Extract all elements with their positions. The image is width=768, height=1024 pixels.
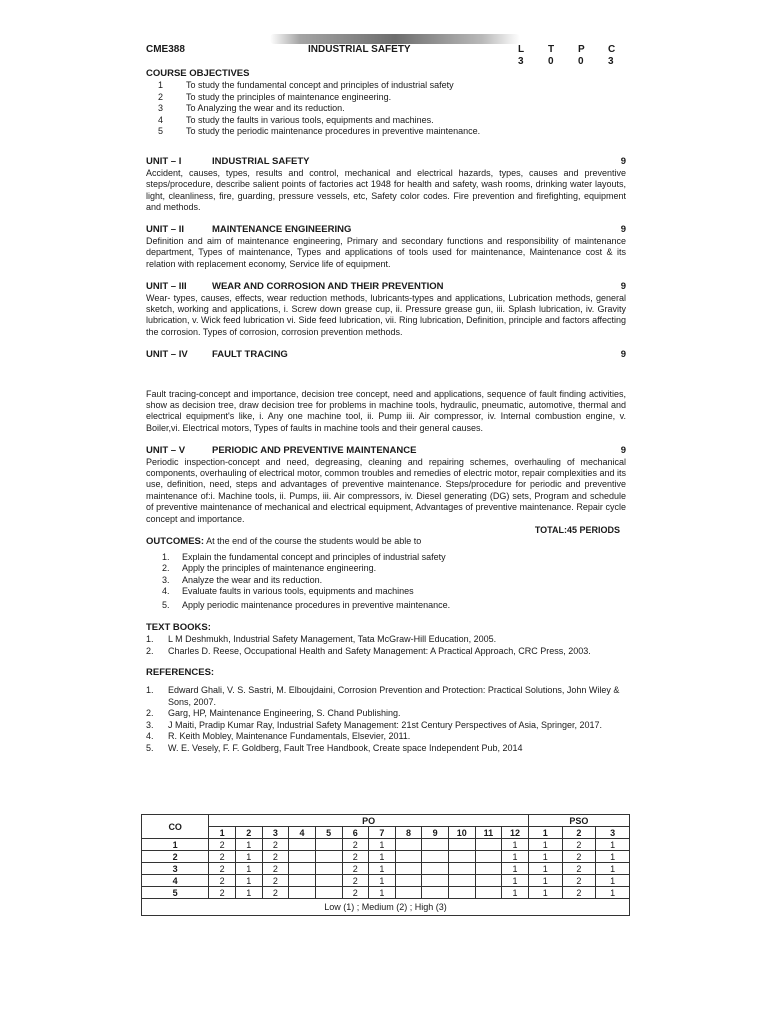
po-mapping-cell: 2 (262, 839, 289, 851)
list-item: 3. Analyze the wear and its reduction. (162, 574, 323, 585)
ltpc-value: 3 (608, 56, 614, 67)
pso-mapping-cell: 1 (596, 851, 630, 863)
scan-smudge (270, 34, 520, 44)
po-mapping-cell: 2 (262, 887, 289, 899)
po-mapping-cell: 2 (342, 887, 369, 899)
list-item: 3. J Maiti, Pradip Kumar Ray, Industrial Safety Management: 21st Century Perspectives of Asia, Springer, 2017. (146, 719, 603, 730)
po-mapping-cell: 2 (342, 851, 369, 863)
pso-column-number: 1 (528, 827, 562, 839)
po-mapping-cell (395, 863, 422, 875)
po-column-number: 8 (395, 827, 422, 839)
references-heading: REFERENCES: (146, 667, 215, 679)
po-mapping-cell: 1 (502, 887, 529, 899)
ltpc-label: C (608, 44, 616, 55)
list-item: 4. Evaluate faults in various tools, equipments and machines (162, 586, 414, 597)
po-mapping-cell: 2 (262, 851, 289, 863)
list-item: 2 To study the principles of maintenance engineering. (158, 91, 392, 102)
list-item: 1. L M Deshmukh, Industrial Safety Management, Tata McGraw-Hill Education, 2005. (146, 634, 497, 645)
po-mapping-cell: 1 (502, 863, 529, 875)
po-mapping-cell: 1 (502, 851, 529, 863)
co-header: CO (142, 815, 209, 839)
po-mapping-cell: 2 (262, 875, 289, 887)
po-mapping-cell (315, 851, 342, 863)
list-item: 4 To study the faults in various tools, equipments and machines. (158, 114, 434, 125)
po-mapping-cell: 2 (342, 839, 369, 851)
ltpc-label: P (578, 44, 585, 55)
po-column-number: 10 (449, 827, 476, 839)
unit-section (146, 156, 626, 213)
co-number-cell: 3 (142, 863, 209, 875)
po-mapping-cell (315, 887, 342, 899)
po-column-number: 1 (209, 827, 236, 839)
po-mapping-cell (475, 875, 502, 887)
table-row (142, 875, 630, 887)
course-code: CME388 (146, 44, 185, 55)
po-mapping-cell (449, 863, 476, 875)
po-column-number: 7 (369, 827, 396, 839)
po-column-number: 5 (315, 827, 342, 839)
textbooks-list (146, 634, 626, 657)
po-header: PO (209, 815, 529, 827)
po-mapping-cell (422, 863, 449, 875)
po-mapping-cell (395, 875, 422, 887)
po-mapping-cell (315, 863, 342, 875)
po-mapping-cell (289, 839, 316, 851)
pso-mapping-cell: 1 (528, 887, 562, 899)
list-item: 1. Edward Ghali, V. S. Sastri, M. Elboujdaini, Corrosion Prevention and Protection: Practical Solutions, John Wiley & Sons, 2007. (146, 685, 620, 707)
unit-content: Fault tracing-concept and importance, decision tree concept, need and applications, sequence of fault finding activities, show as decision tree, draw decision tree for problems in machine tools, hydraulic, pneumatic, automotive, thermal and electrical equipment's like, i. Any one machine tool, ii. Pump iii. Air compressor, iv. Internal combustion engine, v. Boiler,vi. Electrical motors, Types of faults in machine tools and their general causes. (146, 388, 626, 433)
list-item: 2. Apply the principles of maintenance engineering. (162, 563, 377, 574)
column-number-row (142, 827, 630, 839)
po-mapping-cell (315, 839, 342, 851)
po-mapping-cell: 2 (209, 863, 236, 875)
references-section (146, 667, 626, 754)
pso-mapping-cell: 1 (596, 887, 630, 899)
total-periods: TOTAL:45 PERIODS (534, 525, 620, 535)
pso-mapping-cell: 2 (562, 863, 596, 875)
po-mapping-cell: 1 (236, 839, 263, 851)
po-mapping-cell (422, 887, 449, 899)
unit-section (146, 349, 626, 434)
po-column-number: 3 (262, 827, 289, 839)
ltpc-value: 0 (548, 56, 554, 67)
po-mapping-cell: 1 (236, 851, 263, 863)
po-mapping-cell (395, 887, 422, 899)
pso-mapping-cell: 2 (562, 851, 596, 863)
pso-mapping-cell: 1 (528, 875, 562, 887)
outcomes-intro: At the end of the course the students would be able to (204, 536, 422, 547)
po-mapping-cell (475, 887, 502, 899)
unit-heading: UNIT – II MAINTENANCE ENGINEERING 9 (146, 224, 626, 236)
outcomes-section (146, 536, 626, 611)
ltpc-label: T (548, 44, 555, 55)
po-mapping-cell: 2 (209, 887, 236, 899)
ltpc-value: 0 (578, 56, 584, 67)
references-list (146, 685, 626, 753)
po-mapping-cell: 1 (236, 863, 263, 875)
po-mapping-cell: 2 (209, 851, 236, 863)
po-column-number: 11 (475, 827, 502, 839)
list-item: 5 To study the periodic maintenance procedures in preventive maintenance. (158, 126, 481, 137)
pso-mapping-cell: 1 (528, 839, 562, 851)
unit-heading: UNIT – IV FAULT TRACING 9 (146, 349, 626, 361)
pso-column-number: 3 (596, 827, 630, 839)
po-mapping-cell: 2 (342, 863, 369, 875)
co-po-mapping-table (141, 814, 630, 916)
po-mapping-cell: 1 (369, 875, 396, 887)
po-mapping-cell (422, 875, 449, 887)
po-mapping-cell: 2 (262, 863, 289, 875)
list-item: 3 To Analyzing the wear and its reduction. (158, 103, 345, 114)
po-mapping-cell: 1 (236, 875, 263, 887)
po-mapping-cell (289, 887, 316, 899)
list-item: 2. Garg, HP, Maintenance Engineering, S. Chand Publishing. (146, 708, 401, 719)
course-title: INDUSTRIAL SAFETY (308, 44, 411, 55)
objectives-list (146, 80, 626, 137)
po-mapping-cell (315, 875, 342, 887)
list-item: 5. W. E. Vesely, F. F. Goldberg, Fault Tree Handbook, Create space Independent Pub, 2014 (146, 742, 523, 753)
po-mapping-cell (422, 851, 449, 863)
strength-legend: Low (1) ; Medium (2) ; High (3) (142, 899, 630, 916)
po-mapping-cell: 2 (209, 875, 236, 887)
course-header (146, 44, 626, 70)
list-item: 1 To study the fundamental concept and principles of industrial safety (158, 80, 454, 91)
pso-column-number: 2 (562, 827, 596, 839)
pso-mapping-cell: 1 (596, 863, 630, 875)
po-mapping-cell (449, 851, 476, 863)
po-mapping-cell (395, 839, 422, 851)
po-mapping-cell: 1 (369, 851, 396, 863)
textbooks-heading: TEXT BOOKS: (146, 621, 211, 633)
pso-mapping-cell: 2 (562, 875, 596, 887)
textbooks-section (146, 622, 626, 657)
unit-content: Wear- types, causes, effects, wear reduction methods, lubricants-types and applications, Lubrication methods, general sketch, working and applications, i. Screw down grease cup, ii. Pressure grease gun, iii. Splash lubrication, iv. Gravity lubrication, v. Wick feed lubrication vi. Side feed lubrication, vii. Ring lubrication, Definition, principle and factors affecting the corrosion. Types of corrosion, corrosion prevention methods. (146, 292, 626, 337)
po-mapping-cell: 1 (502, 875, 529, 887)
po-mapping-cell: 2 (209, 839, 236, 851)
po-mapping-cell (289, 851, 316, 863)
po-mapping-cell (449, 875, 476, 887)
unit-heading: UNIT – III WEAR AND CORROSION AND THEIR PREVENTION 9 (146, 281, 626, 293)
po-column-number: 9 (422, 827, 449, 839)
co-number-cell: 2 (142, 851, 209, 863)
ltpc-label: L (518, 44, 525, 55)
outcomes-heading: OUTCOMES: (146, 536, 205, 548)
ltpc-value: 3 (518, 56, 524, 67)
unit-section (146, 224, 626, 270)
table-row (142, 863, 630, 875)
po-mapping-cell: 1 (502, 839, 529, 851)
unit-content: Definition and aim of maintenance engineering, Primary and secondary functions and responsibility of maintenance department, Types of maintenance, Types and applications of tools used for maintenance, Maintenance cost & its relation with replacement economy, Service life of equipment. (146, 235, 626, 269)
po-mapping-cell: 2 (342, 875, 369, 887)
unit-section (146, 281, 626, 338)
pso-mapping-cell: 1 (528, 863, 562, 875)
po-mapping-cell (475, 851, 502, 863)
co-number-cell: 4 (142, 875, 209, 887)
po-mapping-cell (449, 887, 476, 899)
objectives-heading: COURSE OBJECTIVES (146, 68, 250, 79)
pso-mapping-cell: 1 (596, 839, 630, 851)
po-mapping-cell (395, 851, 422, 863)
pso-header: PSO (528, 815, 629, 827)
po-mapping-cell (422, 839, 449, 851)
po-mapping-cell: 1 (369, 887, 396, 899)
co-table-body (142, 839, 630, 899)
po-mapping-cell: 1 (369, 839, 396, 851)
po-mapping-cell (475, 839, 502, 851)
co-number-cell: 5 (142, 887, 209, 899)
syllabus-body (146, 68, 626, 754)
table-row (142, 851, 630, 863)
po-column-number: 6 (342, 827, 369, 839)
po-column-number: 4 (289, 827, 316, 839)
po-mapping-cell (449, 839, 476, 851)
table-row (142, 887, 630, 899)
co-number-cell: 1 (142, 839, 209, 851)
unit-content: Accident, causes, types, results and control, mechanical and electrical hazards, types, causes and preventive steps/procedure, describe salient points of factories act 1948 for health and safety, wash rooms, drinking water layouts, light, cleanliness, fire, guarding, pressure vessels, etc, Safety color codes. Fire prevention and firefighting, equipment and methods. (146, 167, 626, 213)
po-mapping-cell: 1 (236, 887, 263, 899)
list-item: 2. Charles D. Reese, Occupational Health and Safety Management: A Practical Approach, CRC Press, 2003. (146, 645, 591, 656)
pso-mapping-cell: 2 (562, 887, 596, 899)
po-column-number: 12 (502, 827, 529, 839)
ltpc-block (518, 44, 622, 68)
pso-mapping-cell: 1 (596, 875, 630, 887)
po-mapping-cell (289, 863, 316, 875)
list-item: 4. R. Keith Mobley, Maintenance Fundamentals, Elsevier, 2011. (146, 731, 411, 742)
pso-mapping-cell: 1 (528, 851, 562, 863)
list-item: 1. Explain the fundamental concept and principles of industrial safety (162, 551, 446, 562)
list-item: 5. Apply periodic maintenance procedures in preventive maintenance. (162, 600, 451, 611)
po-column-number: 2 (236, 827, 263, 839)
unit-section (146, 445, 626, 525)
pso-mapping-cell: 2 (562, 839, 596, 851)
unit-content: Periodic inspection-concept and need, degreasing, cleaning and repairing schemes, overhauling of mechanical components, overhauling of electrical motor, common troubles and remedies of electric motor, repair complexities and its use, definition, need, steps and advantages of preventive maintenance. Steps/procedure for periodic and preventive maintenance of:i. Machine tools, ii. Pumps, iii. Air compressors, iv. Diesel generating (DG) sets, Program and schedule of preventive maintenance of mechanical and electrical equipment, Advantages of preventive maintenance. Repair cycle concept and importance. (146, 456, 626, 524)
po-mapping-cell (475, 863, 502, 875)
po-mapping-cell (289, 875, 316, 887)
table-row (142, 839, 630, 851)
unit-heading: UNIT – I INDUSTRIAL SAFETY 9 (146, 156, 626, 168)
outcomes-list (146, 552, 626, 612)
unit-heading: UNIT – V PERIODIC AND PREVENTIVE MAINTENANCE 9 (146, 445, 626, 457)
po-mapping-cell: 1 (369, 863, 396, 875)
